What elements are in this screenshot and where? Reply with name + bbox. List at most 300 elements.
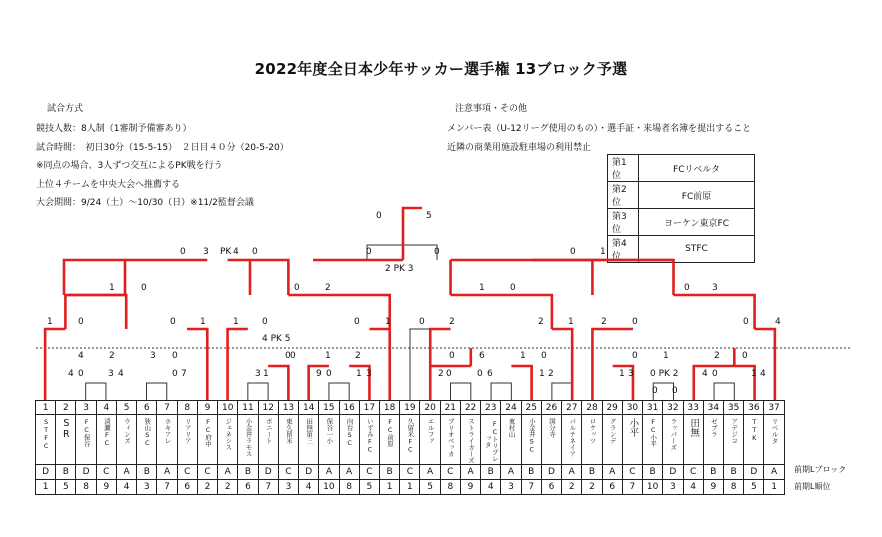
front-rank-cell: 7 [157,480,177,495]
quarterfinal-score: 0 [294,283,300,293]
front-block-cell: B [723,465,743,480]
team-name-text: ボニート [264,418,273,444]
team-name-text: いずみFC [365,418,374,454]
team-number-cell: 20 [420,401,440,415]
team-name-text: ロケッツ [588,418,597,444]
team-name-cell [359,415,379,465]
first-round-score: 0 [78,369,84,379]
team-number-cell: 33 [683,401,703,415]
team-name-cell [703,415,723,465]
team-number-cell: 28 [582,401,602,415]
team-name-cell [400,415,420,465]
team-name-cell [663,415,683,465]
team-name-row [36,415,785,465]
team-name-text: ストライカーズ [467,418,476,464]
team-number-cell: 25 [521,401,541,415]
round-score: 0 [449,351,455,361]
team-number-cell: 6 [137,401,157,415]
final-score-left: 0 [376,211,382,221]
team-name-cell [238,415,258,465]
front-block-cell: A [339,465,359,480]
page-title: 2022年度全日本少年サッカー選手権 13ブロック予選 [254,60,628,78]
front-rank-cell: 2 [197,480,217,495]
team-number-cell: 14 [299,401,319,415]
semifinal-right-score: 0 [570,247,576,257]
first-round-score: 1 [356,369,362,379]
team-number-cell: 31 [643,401,663,415]
front-block-cell: C [400,465,420,480]
front-block-cell: A [562,465,582,480]
team-number-cell: 8 [177,401,197,415]
team-name-text: 小金井SC [527,418,536,454]
team-number-cell: 3 [76,401,96,415]
quarterfinal-score: 0 [141,283,147,293]
round16-score: 0 [170,317,176,327]
ranking-team: FCリベルタ [639,155,755,182]
front-rank-cell: 5 [744,480,764,495]
team-name-text: ゼブラ [709,418,718,438]
bracket-line [248,383,268,400]
team-number-cell: 22 [460,401,480,415]
team-number-cell: 11 [238,401,258,415]
team-name-text: 久留米FC [406,418,415,454]
quarterfinal-score: 0 [510,283,516,293]
team-name-cell [562,415,582,465]
round-score: 6 [479,351,485,361]
ranking-pos: 第4位 [608,236,639,263]
front-block-cell: B [643,465,663,480]
first-round-score: 3 [255,369,261,379]
first-round-score: 4 [118,369,124,379]
first-round-score: 2 [548,369,554,379]
round16-score: 0 [419,317,425,327]
front-block-cell: A [116,465,136,480]
bracket-line [146,383,166,400]
front-rank-row [36,480,785,495]
front-block-cell: D [76,465,96,480]
team-name-cell [541,415,561,465]
front-rank-cell: 7 [258,480,278,495]
first-round-score: 0 [446,369,452,379]
team-name-cell [116,415,136,465]
info-right-members: メンバー表（U-12リーグ使用のもの）・選手証・来場者名簿を提出すること [447,124,752,134]
info-left-heading: 試合方式 [47,104,84,114]
front-rank-cell: 9 [96,480,116,495]
team-name-text: リアリア [183,418,192,444]
team-name-text: ウィンズ [123,418,132,444]
team-number-cell: 4 [96,401,116,415]
round-score: 3 [150,351,156,361]
team-name-cell [501,415,521,465]
front-block-cell: A [319,465,339,480]
team-number-cell: 26 [541,401,561,415]
front-rank-cell: 6 [177,480,197,495]
bracket-line [329,383,349,400]
team-name-text: リベルタ [770,418,779,444]
team-number-cell: 9 [197,401,217,415]
round-score: 0 [541,351,547,361]
front-rank-cell: 4 [683,480,703,495]
front-rank-cell: 2 [218,480,238,495]
first-round-score: 3 [366,369,372,379]
front-rank-cell: 6 [541,480,561,495]
team-number-cell: 17 [359,401,379,415]
front-block-cell: D [299,465,319,480]
round-score: 0 [285,351,291,361]
team-name-text: エルファ [426,418,435,444]
team-name-text: 田無 [688,418,700,437]
front-rank-cell: 2 [562,480,582,495]
front-rank-cell: 5 [56,480,76,495]
team-number-cell: 29 [602,401,622,415]
team-name-text: ジェネシス [224,418,233,451]
team-name-cell [481,415,501,465]
front-rank-cell: 1 [400,480,420,495]
front-rank-cell: 3 [501,480,521,495]
front-block-cell: B [582,465,602,480]
team-number-cell: 30 [622,401,642,415]
team-name-cell [218,415,238,465]
third-place-score: 0 [434,247,440,257]
team-name-cell [339,415,359,465]
team-name-text: TTK [750,418,759,442]
quarterfinal-score: 1 [479,283,485,293]
ranking-team: FC前原 [639,182,755,209]
round-score: 4 [78,351,84,361]
front-rank-cell: 4 [116,480,136,495]
team-name-cell [157,415,177,465]
first-round-score: 6 [487,369,493,379]
front-block-cell: B [56,465,76,480]
first-round-score: 3 [628,369,634,379]
front-rank-cell: 7 [622,480,642,495]
front-rank-cell: 9 [703,480,723,495]
ranking-pos: 第2位 [608,182,639,209]
info-left-time: 試合時間： 初日30分（15-5-15） ２日目４０分（20-5-20） [36,143,289,153]
team-number-cell: 1 [36,401,56,415]
team-name-cell [440,415,460,465]
first-round-score: 9 [316,369,322,379]
info-left-players: 競技人数：8人制（1審制予備審あり） [36,124,192,134]
team-name-cell [723,415,743,465]
front-block-cell: B [481,465,501,480]
round-score: 0 [742,351,748,361]
team-name-text: ホキアレ [163,418,172,444]
bracket-line [491,383,511,400]
front-block-cell: D [744,465,764,480]
first-round-score: 3 [108,369,114,379]
front-block-cell: B [238,465,258,480]
round-score: 1 [663,351,669,361]
front-block-cell: C [622,465,642,480]
front-block-cell: A [157,465,177,480]
front-block-cell: B [703,465,723,480]
team-name-text: 田無第三 [305,418,314,444]
bracket-win-line [451,260,552,329]
team-name-text: 保谷一小 [325,418,334,444]
front-rank-cell: 1 [764,480,784,495]
round-score: 2 [714,351,720,361]
round16-score: 1 [47,317,53,327]
team-number-cell: 16 [339,401,359,415]
team-name-text: 東村山 [507,418,516,438]
first-round-score: 7 [181,369,187,379]
third-place-score: 0 [366,247,372,257]
front-block-label: 前期Lブロック [794,465,847,474]
info-right-heading: 注意事項・その他 [455,104,528,114]
round16-score: 4 [775,317,781,327]
round-score: 2 [109,351,115,361]
team-name-text: FC保谷 [82,418,91,447]
front-rank-cell: 8 [76,480,96,495]
round16-score: 2 [601,317,607,327]
team-name-cell [460,415,480,465]
final-score-right: 5 [426,211,432,221]
team-number-cell: 19 [400,401,420,415]
team-name-cell [420,415,440,465]
team-name-text: SR [60,418,72,440]
team-number-cell: 5 [116,401,136,415]
round-score: 2 [355,351,361,361]
team-number-cell: 32 [663,401,683,415]
front-block-cell: A [501,465,521,480]
ranking-pos: 第3位 [608,209,639,236]
bracket-line [451,383,471,400]
front-block-cell: C [96,465,116,480]
first-round-score: 0 [477,369,483,379]
front-block-cell: C [359,465,379,480]
team-name-cell [764,415,784,465]
team-name-cell [379,415,399,465]
round16-score: 2 [538,317,544,327]
first-round-score: 2 [438,369,444,379]
team-name-cell [521,415,541,465]
team-name-text: 向台SC [345,418,354,447]
round16-score: 1 [385,317,391,327]
front-rank-cell: 3 [278,480,298,495]
team-name-text: グランデ [608,418,617,444]
front-block-cell: B [379,465,399,480]
semifinal-right-score: 1 [600,247,606,257]
front-rank-cell: 6 [602,480,622,495]
front-rank-cell: 5 [420,480,440,495]
round16-score: 0 [78,317,84,327]
team-name-text: FC府中 [203,418,212,447]
front-block-cell: A [218,465,238,480]
front-block-cell: C [278,465,298,480]
team-name-text: パルテネイア [568,418,577,457]
first-round-score: 0 [326,369,332,379]
ranking-team: STFC [639,236,755,263]
round-score: 0 [632,351,638,361]
team-name-text: 国分寺 [547,418,556,438]
quarterfinal-score: 0 [684,283,690,293]
round16-pk: 4 PK 5 [262,334,291,344]
front-block-cell: D [663,465,683,480]
semifinal-left-score: 3 [203,247,209,257]
bracket-line [86,383,106,400]
team-name-cell [278,415,298,465]
team-number-cell: 21 [440,401,460,415]
first-round-score: 0 [712,369,718,379]
team-name-text: FC前原 [386,418,395,447]
team-number-cell: 35 [723,401,743,415]
bracket-win-line [592,260,673,295]
team-name-text: FC小平 [649,418,658,447]
front-rank-cell: 5 [359,480,379,495]
team-name-cell [683,415,703,465]
round-score: 0 [652,386,658,396]
team-name-text: 東久留米 [284,418,293,444]
round16-score: 0 [262,317,268,327]
bracket-line [410,329,430,400]
team-name-text: ブリオベッカ [446,418,455,457]
front-rank-cell: 2 [582,480,602,495]
front-block-cell: D [36,465,56,480]
third-place-pk: 2 PK 3 [385,264,414,274]
ranking-pos: 第1位 [608,155,639,182]
front-rank-cell: 6 [238,480,258,495]
quarterfinal-score: 3 [712,283,718,293]
front-block-cell: B [137,465,157,480]
front-rank-cell: 8 [723,480,743,495]
front-block-cell: D [258,465,278,480]
front-block-row [36,465,785,480]
bracket-line [552,383,572,400]
team-number-cell: 12 [258,401,278,415]
team-name-cell [96,415,116,465]
front-rank-cell: 9 [460,480,480,495]
round16-score: 0 [743,317,749,327]
team-name-cell [582,415,602,465]
semifinal-left-score: PK [220,247,232,257]
bracket-win-line [64,260,207,400]
team-table [35,400,785,495]
round16-score: 1 [233,317,239,327]
first-round-score: 4 [702,369,708,379]
round16-score: 2 [449,317,455,327]
first-round-score: 1 [751,369,757,379]
team-number-cell: 34 [703,401,723,415]
round-pk: 0 PK 2 [650,369,679,379]
front-rank-cell: 4 [481,480,501,495]
team-name-cell [622,415,642,465]
front-block-cell: A [764,465,784,480]
round-score: 0 [172,351,178,361]
team-name-cell [319,415,339,465]
front-block-cell: C [683,465,703,480]
bracket-win-line [511,329,572,400]
round-score: 1 [520,351,526,361]
front-rank-cell: 3 [663,480,683,495]
info-left-pk: ※同点の場合、3人ずつ交互によるPK戦を行う [36,161,223,171]
bracket-win-line [592,329,633,400]
team-number-cell: 15 [319,401,339,415]
front-rank-label: 前期L順位 [794,482,831,491]
round16-score: 1 [568,317,574,327]
team-name-cell [56,415,76,465]
round-score: 0 [672,386,678,396]
team-name-cell [643,415,663,465]
team-name-cell [36,415,56,465]
semifinal-left-score: 0 [180,247,186,257]
round16-score: 1 [200,317,206,327]
front-block-cell: A [460,465,480,480]
team-number-cell: 7 [157,401,177,415]
team-number-cell: 37 [764,401,784,415]
front-rank-cell: 3 [137,480,157,495]
info-left-period: 大会期間：9/24（土）～10/30（日）※11/2監督会議 [36,198,254,208]
semifinal-left-score: 4 [233,247,239,257]
team-number-cell: 18 [379,401,399,415]
bracket-line [714,383,734,400]
team-name-cell [177,415,197,465]
front-block-cell: C [440,465,460,480]
team-number-cell: 24 [501,401,521,415]
front-block-cell: B [521,465,541,480]
team-number-cell: 36 [744,401,764,415]
team-name-cell [602,415,622,465]
front-rank-cell: 10 [319,480,339,495]
team-name-text: FCトリプレッタ [483,420,499,462]
first-round-score: 4 [68,369,74,379]
round16-score: 0 [354,317,360,327]
team-name-text: 清瀬FC [102,418,111,447]
team-number-cell: 2 [56,401,76,415]
front-block-cell: D [541,465,561,480]
first-round-score: 1 [539,369,545,379]
team-name-text: ラッパーズ [669,418,678,451]
team-number-row [36,401,785,415]
team-name-cell [76,415,96,465]
front-rank-cell: 1 [379,480,399,495]
ranking-team: ヨーケン東京FC [639,209,755,236]
front-block-cell: C [177,465,197,480]
front-block-cell: A [602,465,622,480]
round-score: 0 [290,351,296,361]
round-score: 1 [325,351,331,361]
team-name-text: STFC [42,418,51,450]
front-rank-cell: 10 [643,480,663,495]
team-name-text: 小金井ラモス [244,418,253,457]
front-block-cell: C [197,465,217,480]
info-right-parking: 近隣の商業用施設駐車場の利用禁止 [447,143,592,153]
info-left-promote: 上位４チームを中央大会へ推薦する [36,180,181,190]
team-name-cell [299,415,319,465]
round16-score: 0 [632,317,638,327]
team-number-cell: 27 [562,401,582,415]
first-round-score: 4 [760,369,766,379]
team-name-cell [197,415,217,465]
team-number-cell: 10 [218,401,238,415]
team-number-cell: 23 [481,401,501,415]
team-name-cell [258,415,278,465]
first-round-score: 1 [263,369,269,379]
front-rank-cell: 8 [440,480,460,495]
front-rank-cell: 4 [299,480,319,495]
semifinal-left-score: 0 [252,247,258,257]
quarterfinal-score: 1 [109,283,115,293]
front-block-cell: A [420,465,440,480]
team-name-cell [137,415,157,465]
quarterfinal-score: 2 [325,283,331,293]
first-round-score: 1 [619,369,625,379]
front-rank-cell: 1 [36,480,56,495]
team-number-cell: 13 [278,401,298,415]
team-name-cell [744,415,764,465]
front-rank-cell: 7 [521,480,541,495]
team-name-text: 狭山SC [143,418,152,447]
